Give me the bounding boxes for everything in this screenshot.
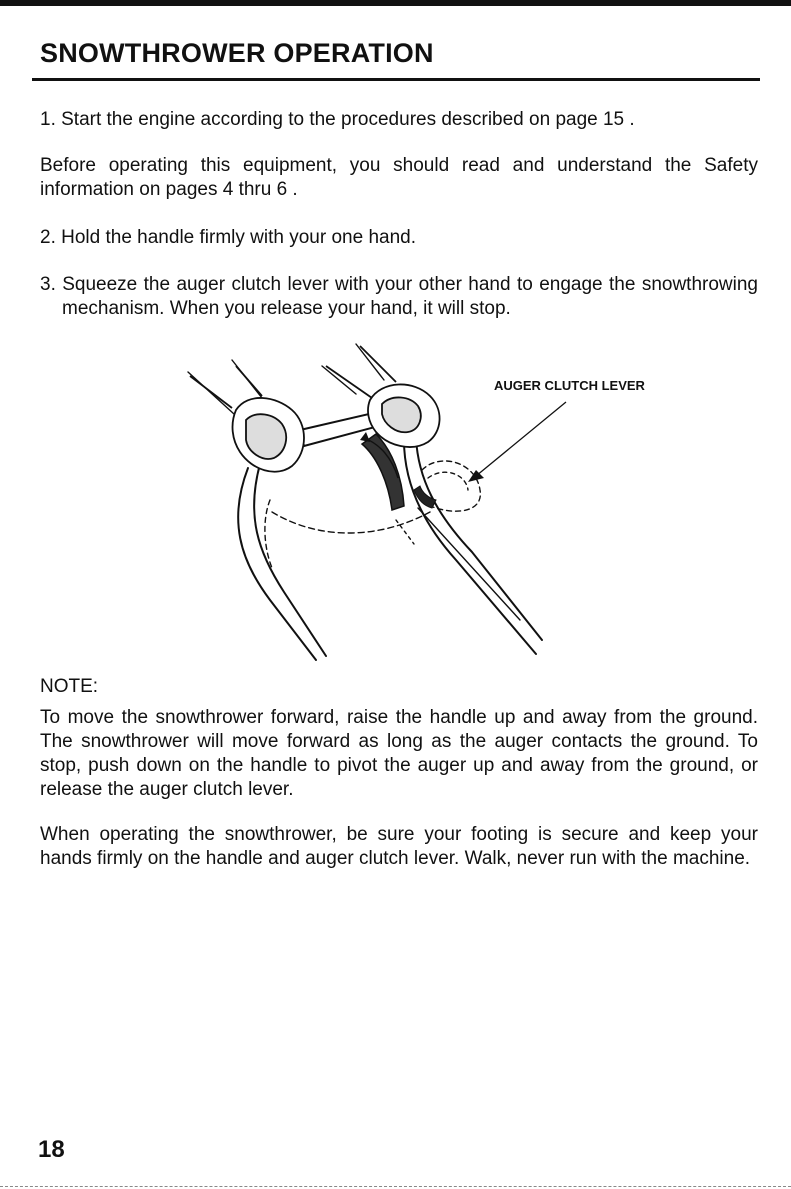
right-handle-rail-inner	[416, 438, 542, 640]
clutch-cable	[418, 508, 520, 620]
page-number: 18	[38, 1136, 65, 1163]
motion-line	[356, 344, 384, 380]
cable-guide	[396, 520, 414, 544]
figure-callout-label: AUGER CLUTCH LEVER	[494, 378, 645, 393]
right-handle-rail	[404, 440, 536, 654]
motion-line	[322, 366, 356, 394]
note-body: To move the snowthrower forward, raise the handle up and away from the ground. The snowthrower will move forward as long as the auger contacts the ground. To stop, push down on the handle to pivot the auger up and away from the ground, or release the auger clutch lever.	[40, 707, 758, 800]
lever-released-outline-inner	[428, 472, 468, 490]
step-1-text: 1. Start the engine according to the procedures described on page 15 .	[40, 109, 635, 130]
page-title: SNOWTHROWER OPERATION	[40, 38, 434, 68]
title-underline	[32, 78, 760, 81]
note-heading: NOTE:	[40, 676, 99, 697]
bottom-border	[0, 1186, 791, 1187]
handle-crossbar-dashed	[272, 512, 430, 533]
left-hand	[190, 366, 304, 472]
squeeze-arrow-head	[360, 432, 370, 442]
left-handle-rail	[238, 468, 316, 660]
closing-paragraph: When operating the snowthrower, be sure your footing is secure and keep your hands firmly on the handle and auger clutch lever. Walk, never run with the machine.	[40, 824, 758, 869]
callout-leader-line	[476, 402, 566, 476]
step-3-text: 3. Squeeze the auger clutch lever with your other hand to engage the snowthrowing mechanism. When you release your hand, it will stop.	[40, 274, 758, 319]
step-2-text: 2. Hold the handle firmly with your one hand.	[40, 227, 416, 248]
top-border	[0, 0, 791, 6]
safety-notice: Before operating this equipment, you should read and understand the Safety information on pages 4 thru 6 .	[40, 155, 758, 200]
